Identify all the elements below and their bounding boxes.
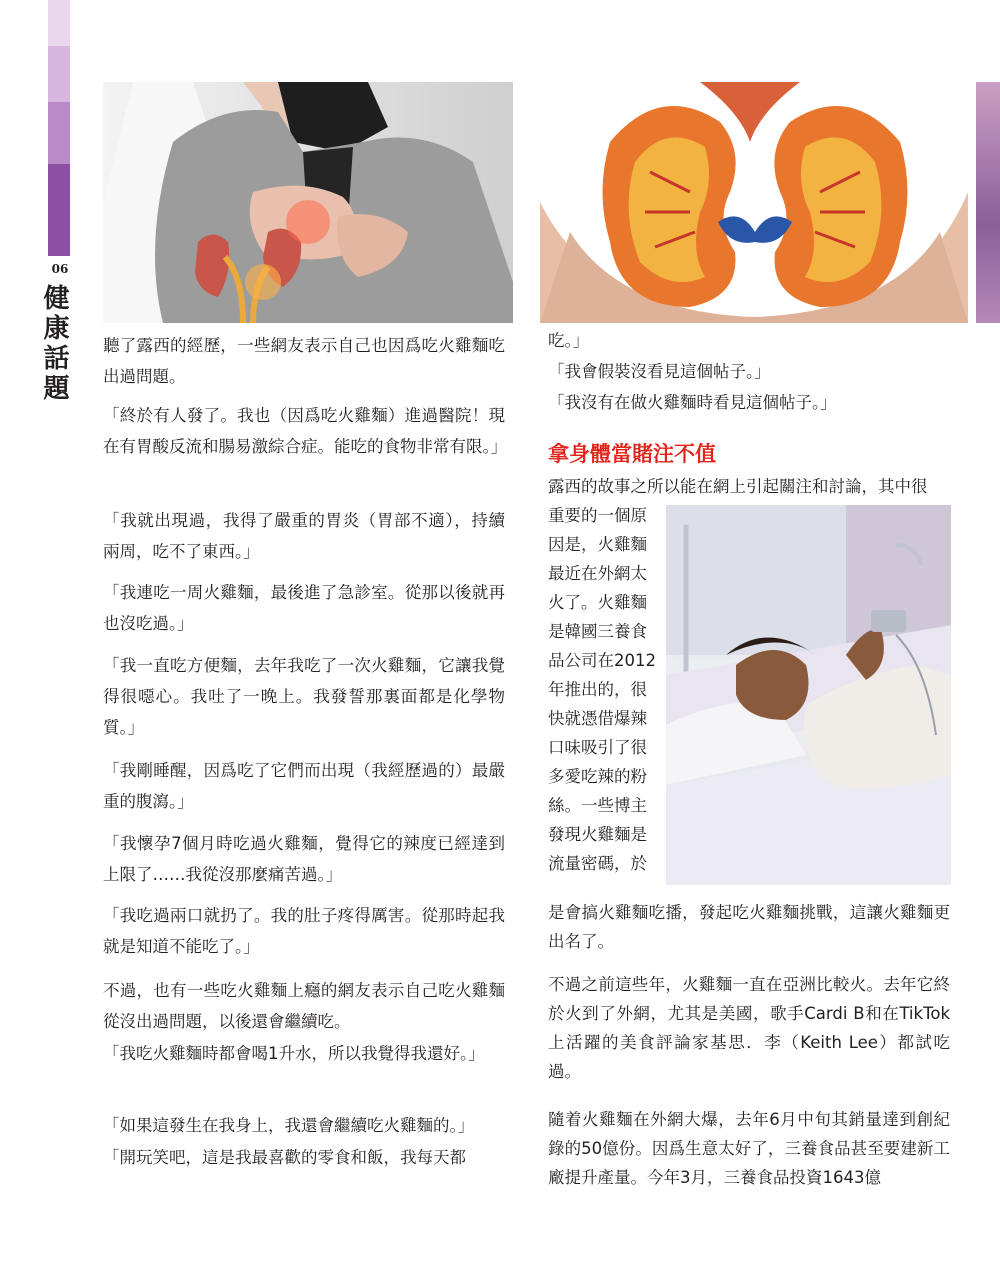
- comment-quote-3: 「我連吃一周火雞麵，最後進了急診室。從那以後就再也沒吃過。」: [103, 583, 505, 633]
- paragraph-intro: 聽了露西的經歷，一些網友表示自己也因爲吃火雞麵吃出過問題。: [103, 336, 505, 386]
- wrapped-line: 多愛吃辣的粉: [548, 767, 647, 786]
- section-tab-block-1: [48, 0, 70, 46]
- wrapped-line: 火了。火雞麵: [548, 593, 647, 612]
- wrapped-line: 最近在外網太: [548, 564, 647, 583]
- paragraph-fans: 不過，也有一些吃火雞麵上癮的網友表示自己吃火雞麵從沒出過問題，以後還會繼續吃。: [103, 981, 505, 1031]
- wrapped-line: 品公司在2012: [548, 651, 656, 670]
- section-title: 健康話題: [39, 284, 69, 404]
- comment-quote-11: 「我會假裝沒看見這個帖子。」: [548, 362, 771, 381]
- comment-quote-12: 「我沒有在做火雞麵時看見這個帖子。」: [548, 393, 837, 412]
- paragraph-reason-end: 是會搞火雞麵吃播，發起吃火雞麵挑戰，這讓火雞麵更出名了。: [548, 903, 950, 951]
- photo-kidney-model: [540, 82, 968, 323]
- section-heading: 拿身體當賭注不值: [548, 442, 716, 466]
- paragraph-us-popularity: 不過之前這些年，火雞麵一直在亞洲比較火。去年它終於火到了外網，尤其是美國，歌手Cardi B和在TikTok上活躍的美食評論家基思．李（Keith Lee）都試吃過。: [548, 975, 950, 1081]
- comment-quote-9: 「如果這發生在我身上，我還會繼續吃火雞麵的。」: [103, 1116, 475, 1135]
- paragraph-sales-record: 隨着火雞麵在外網大爆，去年6月中旬其銷量達到創紀錄的50億份。因爲生意太好了，三養食品甚至要建新工廠提升產量。今年3月，三養食品投資1643億: [548, 1110, 950, 1187]
- comment-quote-1: 「終於有人發了。我也（因爲吃火雞麵）進過醫院！現在有胃酸反流和腸易激綜合症。能吃的食物非常有限。」: [103, 406, 508, 456]
- paragraph-reason-intro: 露西的故事之所以能在網上引起關注和討論，其中很: [548, 477, 928, 496]
- wrapped-line: 是韓國三養食: [548, 622, 647, 641]
- wrapped-line: 重要的一個原: [548, 506, 647, 525]
- comment-quote-10-end: 吃。」: [548, 331, 590, 350]
- wrapped-text-block: [548, 501, 662, 878]
- section-tab-block-2: [48, 46, 70, 102]
- wrapped-line: 年推出的，很: [548, 680, 647, 699]
- comment-quote-8: 「我吃火雞麵時都會喝1升水，所以我覺得我還好。」: [103, 1044, 485, 1063]
- wrapped-line: 發現火雞麵是: [548, 825, 647, 844]
- comment-quote-2: 「我就出現過，我得了嚴重的胃炎（胃部不適），持續兩周，吃不了東西。」: [103, 511, 505, 561]
- wrapped-line: 絲。一些博主: [548, 796, 647, 815]
- photo-woman-abdominal-pain: [103, 82, 513, 323]
- comment-quote-5: 「我剛睡醒，因爲吃了它們而出現（我經歷過的）最嚴重的腹瀉。」: [103, 761, 505, 811]
- comment-quote-10: 「開玩笑吧，這是我最喜歡的零食和飯，我每天都: [103, 1148, 466, 1167]
- section-tab-block-4: [48, 164, 70, 256]
- photo-patient-hospital-bed: [666, 505, 951, 885]
- wrapped-line: 口味吸引了很: [548, 738, 647, 757]
- photo-edge-strip: [976, 82, 1000, 323]
- comment-quote-7: 「我吃過兩口就扔了。我的肚子疼得厲害。從那時起我就是知道不能吃了。」: [103, 906, 505, 956]
- wrapped-line: 流量密碼，於: [548, 854, 647, 873]
- comment-quote-6: 「我懷孕7個月時吃過火雞麵，覺得它的辣度已經達到上限了……我從沒那麼痛苦過。」: [103, 834, 505, 884]
- comment-quote-4: 「我一直吃方便麵，去年我吃了一次火雞麵，它讓我覺得很噁心。我吐了一晚上。我發誓那裏面都是化學物質。」: [103, 656, 505, 737]
- section-tab-block-3: [48, 102, 70, 164]
- wrapped-line: 因是，火雞麵: [548, 535, 647, 554]
- wrapped-line: 快就憑借爆辣: [548, 709, 647, 728]
- page-number: 06: [51, 262, 69, 276]
